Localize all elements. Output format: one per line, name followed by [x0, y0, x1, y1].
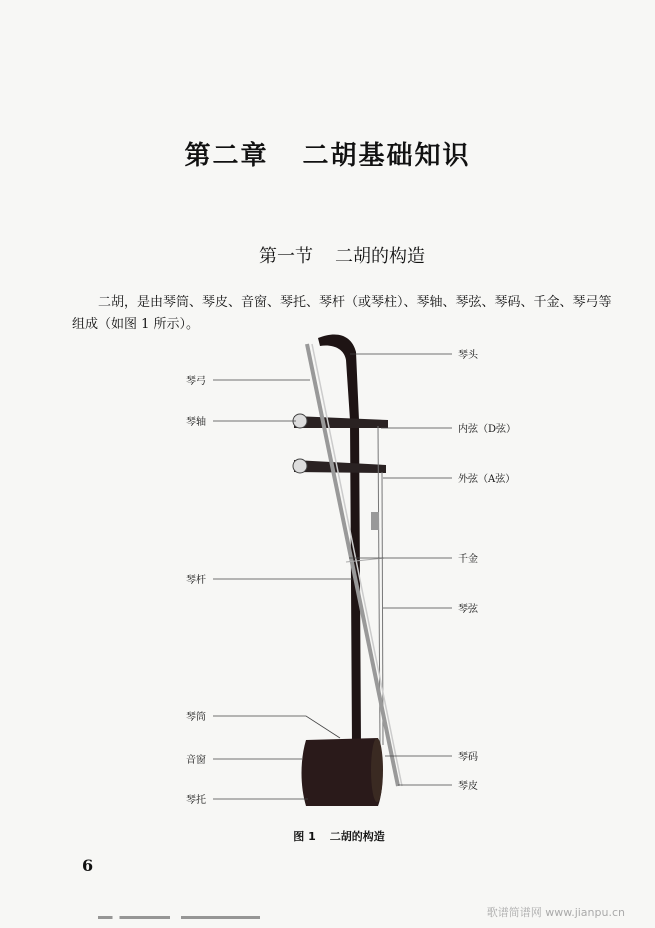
erhu-neck — [318, 334, 361, 745]
label-yinchuang: 音窗 — [186, 755, 206, 766]
label-qintou: 琴头 — [458, 350, 478, 361]
qianjin-mark — [371, 512, 379, 530]
label-qinpi: 琴皮 — [458, 781, 478, 792]
caption-title: 二胡的构造 — [329, 830, 385, 843]
scan-artifact — [98, 916, 278, 919]
label-qinma: 琴码 — [458, 752, 478, 763]
resonator — [302, 738, 383, 806]
lower-peg — [294, 460, 386, 473]
section-name: 二胡的构造 — [335, 246, 425, 267]
watermark: 歌谱简谱网 www.jianpu.cn — [486, 906, 625, 919]
label-waixian: 外弦（A弦） — [458, 474, 516, 485]
label-qinxian: 琴弦 — [458, 604, 478, 615]
chapter-name: 二胡基础知识 — [302, 141, 471, 171]
label-neixian: 内弦（D弦） — [458, 424, 517, 435]
label-qianjin: 千金 — [458, 554, 478, 565]
upper-peg — [294, 416, 388, 428]
label-qingong: 琴弓 — [186, 376, 206, 387]
caption-number: 图 1 — [293, 830, 316, 843]
label-qingan: 琴杆 — [186, 575, 206, 586]
page-number: 6 — [82, 856, 94, 875]
chapter-number: 第二章 — [184, 141, 269, 171]
erhu-illustration — [293, 334, 402, 806]
label-qintuo: 琴托 — [186, 795, 206, 806]
section-number: 第一节 — [259, 246, 313, 267]
label-qinzhou: 琴轴 — [186, 417, 206, 428]
figure-caption — [0, 828, 655, 844]
intro-paragraph: 二胡，是由琴筒、琴皮、音窗、琴托、琴杆（或琴柱）、琴轴、琴弦、琴码、千金、琴弓等组成（如图 1 所示）。 — [72, 295, 612, 332]
label-qintong: 琴筒 — [186, 712, 206, 723]
